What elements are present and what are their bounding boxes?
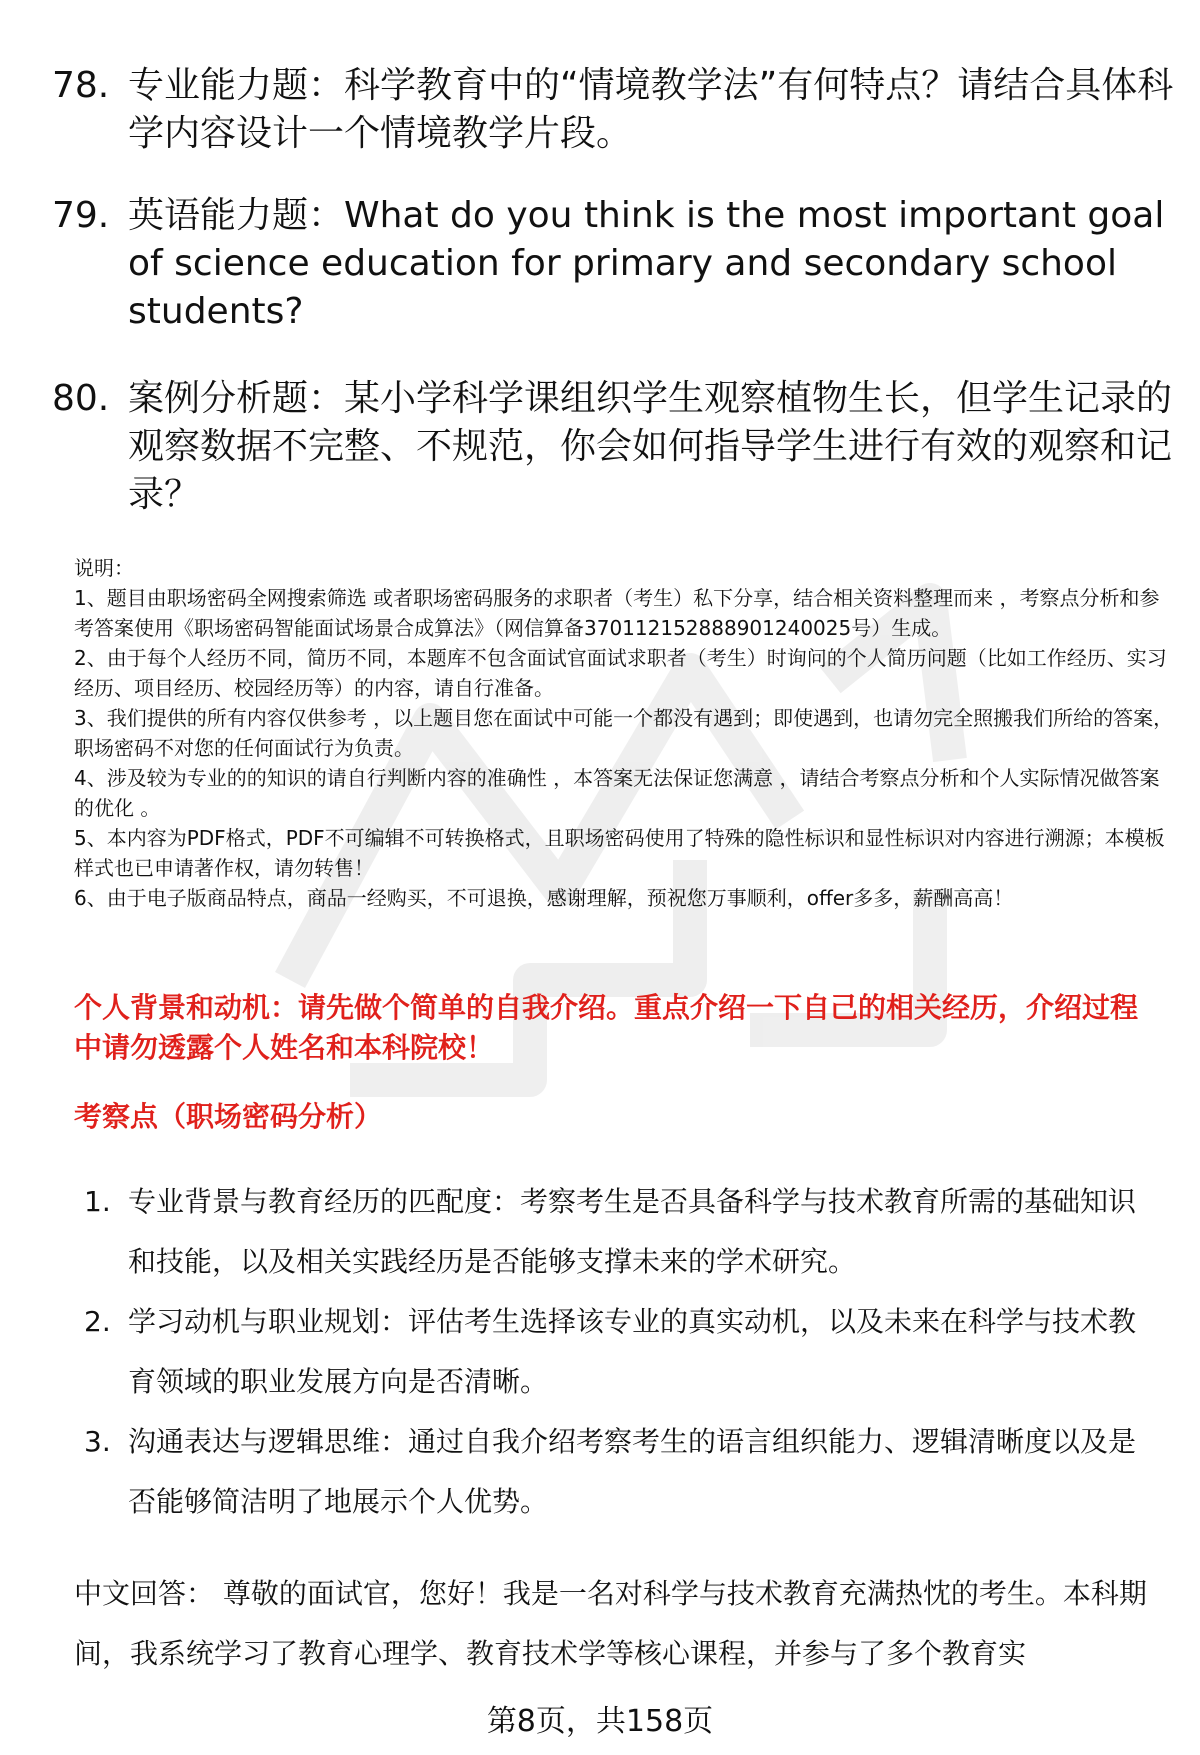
list-item-text: 沟通表达与逻辑思维：通过自我介绍考察考生的语言组织能力、逻辑清晰度以及是否能够简洁明了地展示个人优势。 <box>128 1425 1137 1518</box>
notes-heading: 说明： <box>74 556 134 580</box>
question-80 <box>52 375 1173 519</box>
section-title: 个人背景和动机：请先做个简单的自我介绍。重点介绍一下自己的相关经历，介绍过程中请勿透露个人姓名和本科院校！ <box>74 991 1139 1064</box>
answer-paragraph <box>74 1564 1164 1684</box>
question-78 <box>52 62 1174 158</box>
question-79 <box>52 192 1165 336</box>
list-item-text: 专业背景与教育经历的匹配度：考察考生是否具备科学与技术教育所需的基础知识和技能，以及相关实践经历是否能够支撑未来的学术研究。 <box>128 1185 1137 1278</box>
list-item <box>84 1172 1174 1292</box>
list-item-number: 1. <box>84 1185 111 1218</box>
question-text: 英语能力题：What do you think is the most important goal of science education for primary and secondary school students? <box>128 195 1165 332</box>
answer-text: 尊敬的面试官，您好！我是一名对科学与技术教育充满热忱的考生。本科期间，我系统学习了教育心理学、教育技术学等核心课程，并参与了多个教育实 <box>74 1577 1147 1670</box>
note-item: 3、我们提供的所有内容仅供参考 ，以上题目您在面试中可能一个都没有遇到；即使遇到，也请勿完全照搬我们所给的答案，职场密码不对您的任何面试行为负责。 <box>74 706 1174 760</box>
answer-label: 中文回答： <box>74 1577 215 1610</box>
list-item-text: 学习动机与职业规划：评估考生选择该专业的真实动机，以及未来在科学与技术教育领域的职业发展方向是否清晰。 <box>128 1305 1137 1398</box>
notes-section <box>74 553 1174 913</box>
page-footer: 第8页，共158页 <box>486 1704 714 1739</box>
list-item-number: 2. <box>84 1305 111 1338</box>
question-number: 78. <box>52 65 110 106</box>
note-item: 4、涉及较为专业的的知识的请自行判断内容的准确性 ，本答案无法保证您满意 ，请结合考察点分析和个人实际情况做答案的优化 。 <box>74 766 1160 820</box>
note-item: 2、由于每个人经历不同，简历不同，本题库不包含面试官面试求职者（考生）时询问的个人简历问题（比如工作经历、实习经历、项目经历、校园经历等）的内容，请自行准备。 <box>74 646 1167 700</box>
list-item-number: 3. <box>84 1425 111 1458</box>
list-item <box>84 1292 1174 1412</box>
note-item: 6、由于电子版商品特点，商品一经购买，不可退换，感谢理解，预祝您万事顺利，offer多多，薪酬高高！ <box>74 886 1014 910</box>
question-number: 80. <box>52 378 110 419</box>
note-item: 1、题目由职场密码全网搜索筛选 或者职场密码服务的求职者（考生）私下分享，结合相关资料整理而来 ，考察点分析和参考答案使用《职场密码智能面试场景合成算法》（网信算备370112152888901240025号）生成。 <box>74 586 1160 640</box>
list-item <box>84 1412 1174 1532</box>
question-text: 案例分析题：某小学科学课组织学生观察植物生长，但学生记录的观察数据不完整、不规范，你会如何指导学生进行有效的观察和记录？ <box>128 378 1173 515</box>
question-text: 专业能力题：科学教育中的“情境教学法”有何特点？请结合具体科学内容设计一个情境教学片段。 <box>128 65 1174 154</box>
note-item: 5、本内容为PDF格式，PDF不可编辑不可转换格式，且职场密码使用了特殊的隐性标识和显性标识对内容进行溯源；本模板样式也已申请著作权，请勿转售！ <box>74 826 1165 880</box>
question-number: 79. <box>52 195 110 236</box>
exam-points-list <box>84 1172 1174 1532</box>
exam-points-title: 考察点（职场密码分析） <box>74 1100 383 1133</box>
